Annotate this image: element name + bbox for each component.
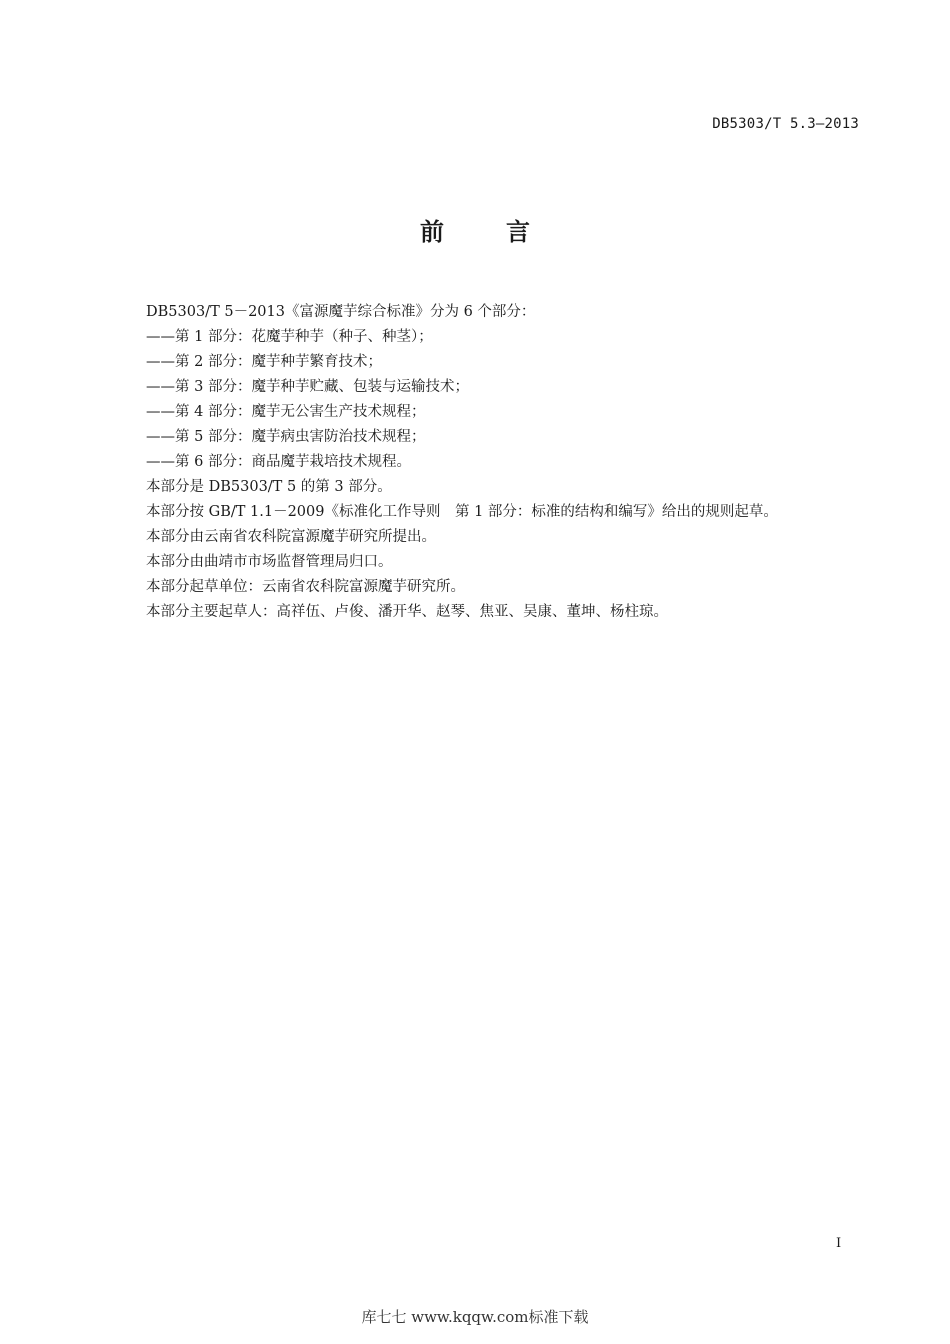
paragraph-drafting-rules: 本部分按 GB/T 1.1－2009《标准化工作导则 第 1 部分：标准的结构和编写》给出的规则起草。 [146,504,778,520]
list-item-part-6: ——第 6 部分：商品魔芋栽培技术规程。 [146,454,411,470]
page-title [0,212,950,247]
paragraph-this-part: 本部分是 DB5303/T 5 的第 3 部分。 [146,479,392,495]
list-item-part-4: ——第 4 部分：魔芋无公害生产技术规程； [146,404,426,420]
paragraph-drafters: 本部分主要起草人：高祥伍、卢俊、潘开华、赵琴、焦亚、吴康、董坤、杨柱琼。 [146,604,668,620]
list-item-part-1: ——第 1 部分：花魔芋种芋（种子、种茎）； [146,329,433,345]
paragraph-proposed-by: 本部分由云南省农科院富源魔芋研究所提出。 [146,529,436,545]
foreword-body [146,300,866,625]
title-char-1: 前 [420,218,444,246]
list-item-part-5: ——第 5 部分：魔芋病虫害防治技术规程； [146,429,426,445]
paragraph-drafting-unit: 本部分起草单位：云南省农科院富源魔芋研究所。 [146,579,465,595]
list-item-part-2: ——第 2 部分：魔芋种芋繁育技术； [146,354,382,370]
paragraph-parts-intro: DB5303/T 5－2013《富源魔芋综合标准》分为 6 个部分： [146,304,536,320]
document-code: DB5303/T 5.3—2013 [712,116,859,132]
paragraph-centralized-by: 本部分由曲靖市市场监督管理局归口。 [146,554,393,570]
list-item-part-3: ——第 3 部分：魔芋种芋贮藏、包装与运输技术； [146,379,469,395]
footer-watermark: 库七七 www.kqqw.com标准下载 [361,1308,589,1326]
page-number: I [836,1236,842,1251]
title-char-2: 言 [506,218,530,246]
